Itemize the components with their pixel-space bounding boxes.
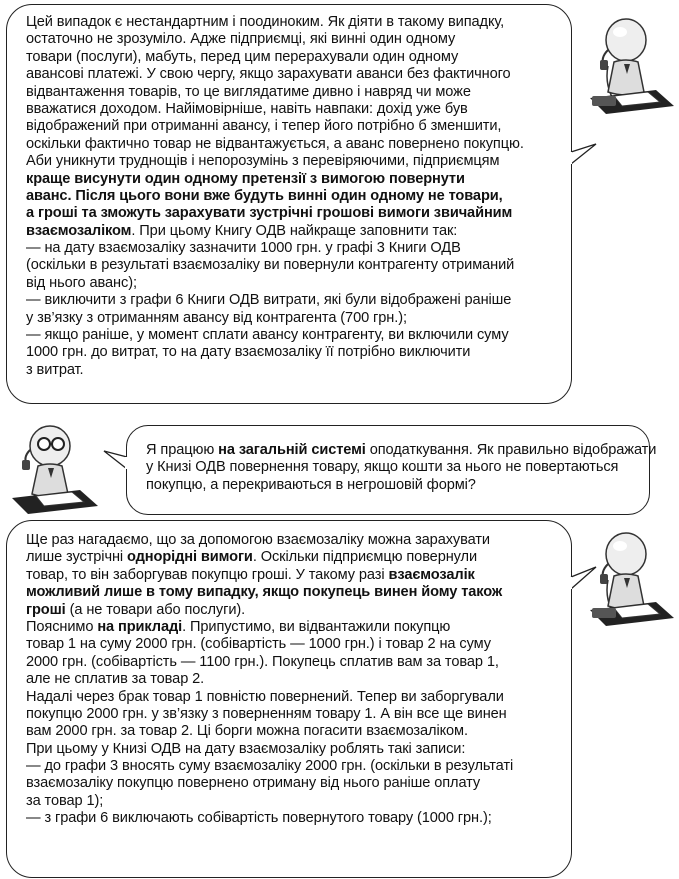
text-run: — до графи 3 вносять суму взаємозаліку 2000 грн. (оскільки в результаті (26, 758, 514, 775)
text-run: остаточно не зрозуміло. Адже підприємці, які винні один одному (26, 31, 456, 48)
text-line (26, 741, 513, 758)
text-line (26, 14, 524, 31)
bold-text: аванс. Після цього вони вже будуть винні один одному не товари, (26, 187, 503, 204)
text-line (26, 153, 524, 170)
text-line (26, 205, 524, 222)
bold-text: гроші (26, 601, 66, 618)
text-line (26, 344, 524, 361)
text-line (146, 477, 656, 494)
text-run: Пояснимо (26, 618, 98, 635)
text-line (26, 66, 524, 83)
text-line (26, 775, 513, 792)
text-line (26, 118, 524, 135)
text-run: покупцю, а перекриваються в негрошовій формі? (146, 476, 476, 493)
text-line (26, 101, 524, 118)
text-run: відвантаження товарів, то це виглядатиме дивно і навряд чи може (26, 83, 471, 100)
bold-text: на загальній системі (218, 442, 366, 458)
text-line (26, 362, 524, 379)
bold-text: а гроші та зможуть зарахувати зустрічні грошові вимоги звичайним (26, 205, 513, 222)
text-line (26, 532, 513, 549)
text-run: Надалі через брак товар 1 повністю повернений. Тепер ви заборгували (26, 688, 504, 705)
text-run: Я працюю (146, 442, 219, 458)
text-line (26, 223, 524, 240)
text-run: товар, то він заборгував покупцю гроші. У такому разі (26, 566, 389, 583)
text-line (26, 793, 513, 810)
text-run: від нього аванс); (26, 274, 137, 291)
text-line (26, 549, 513, 566)
bold-text: взаємозаліком (26, 222, 132, 239)
text-line (26, 84, 524, 101)
text-run: 2000 грн. (собівартість — 1100 грн.). Покупець сплатив вам за товар 1, (26, 653, 499, 670)
text-run: за товар 1); (26, 792, 104, 809)
bold-text: взаємозалік (388, 566, 475, 583)
text-run: але не сплатив за товар 2. (26, 671, 205, 688)
consultant-on-phone-icon (586, 10, 676, 118)
text-run: вважатися доходом. Найімовірніше, навіть навпаки: дохід уже був (26, 100, 468, 117)
text-line (26, 810, 513, 827)
bold-text: краще висунути один одному претензії з вимогою повернути (26, 170, 465, 187)
text-line (26, 758, 513, 775)
text-run: з витрат. (26, 361, 84, 378)
text-line (26, 292, 524, 309)
text-run: — з графи 6 виключають собівартість повернутого товару (1000 грн.); (26, 810, 492, 827)
text-line (26, 619, 513, 636)
answer-text-1 (26, 14, 524, 379)
text-line (146, 459, 656, 476)
text-line (26, 636, 513, 653)
text-run: у Книзі ОДВ повернення товару, якщо кошти за нього не повертаються (146, 459, 619, 476)
text-run: — якщо раніше, у момент сплати авансу контрагенту, ви включили суму (26, 327, 509, 344)
text-run: (а не товари або послуги). (65, 601, 246, 618)
text-line (26, 602, 513, 619)
text-run: 1000 грн. до витрат, то на дату взаємозаліку її потрібно виключити (26, 344, 471, 361)
text-run: Цей випадок є нестандартним і поодиноким. Як діяти в такому випадку, (26, 14, 505, 30)
text-run: вам 2000 грн. за товар 2. Ці борги можна погасити взаємозаліком. (26, 723, 468, 740)
bold-text: на прикладі (97, 618, 183, 635)
bubble-tail-2 (104, 455, 134, 485)
text-run: Аби уникнути труднощів і непорозумінь з перевіряючими, підприємцям (26, 153, 500, 170)
text-run: у зв’язку з отриманням авансу від контрагента (700 грн.); (26, 309, 407, 326)
consultant-on-phone-icon-2 (586, 524, 676, 628)
text-line (26, 31, 524, 48)
text-line (26, 567, 513, 584)
text-line (26, 671, 513, 688)
text-run: товари (послуги), мабуть, перед цим перерахували один одному (26, 48, 459, 65)
text-line (146, 442, 656, 459)
text-line (26, 257, 524, 274)
text-run: (оскільки в результаті взаємозаліку ви повернули контрагенту отриманий (26, 257, 515, 274)
answer-text-2 (26, 532, 513, 828)
text-run: відображений при отриманні авансу, і тепер його потрібно б зменшити, (26, 118, 502, 135)
text-line (26, 689, 513, 706)
text-line (26, 654, 513, 671)
text-run: товар 1 на суму 2000 грн. (собівартість — 1000 грн.) і товар 2 на суму (26, 636, 491, 653)
text-run: Ще раз нагадаємо, що за допомогою взаємозаліку можна зарахувати (26, 532, 490, 548)
text-line (26, 240, 524, 257)
text-run: авансові платежі. У свою чергу, якщо зарахувати аванси без фактичного (26, 66, 511, 83)
text-line (26, 275, 524, 292)
text-run: . Припустимо, ви відвантажили покупцю (182, 618, 451, 635)
text-run: оподаткування. Як правильно відображати (365, 442, 657, 458)
text-run: покупцю 2000 грн. у зв’язку з поверненням товару 1. А він все ще винен (26, 705, 507, 722)
bubble-tail-1 (570, 150, 600, 180)
text-run: взаємозаліку покупцю повернено отриману від нього раніше оплату (26, 775, 481, 792)
text-run: . Оскільки підприємцю повернули (252, 549, 478, 566)
text-run: — на дату взаємозаліку зазначити 1000 грн. у графі 3 Книги ОДВ (26, 240, 461, 257)
bold-text: можливий лише в тому випадку, якщо покупець винен йому також (26, 584, 503, 601)
text-line (26, 188, 524, 205)
text-run: . При цьому Книгу ОДВ найкраще заповнити так: (131, 222, 458, 239)
question-text-1 (146, 442, 656, 494)
text-line (26, 49, 524, 66)
text-run: При цьому у Книзі ОДВ на дату взаємозаліку роблять такі записи: (26, 740, 466, 757)
text-line (26, 136, 524, 153)
client-with-glasses-on-phone-icon (6, 420, 102, 518)
bold-text: однорідні вимоги (127, 549, 253, 566)
text-line (26, 327, 524, 344)
text-line (26, 310, 524, 327)
text-run: — виключити з графи 6 Книги ОДВ витрати, які були відображені раніше (26, 292, 512, 309)
text-line (26, 171, 524, 188)
text-line (26, 723, 513, 740)
text-run: оскільки фактично товар не відвантажується, а аванс повернено покупцю. (26, 135, 524, 152)
text-line (26, 584, 513, 601)
text-run: лише зустрічні (26, 549, 128, 566)
text-line (26, 706, 513, 723)
